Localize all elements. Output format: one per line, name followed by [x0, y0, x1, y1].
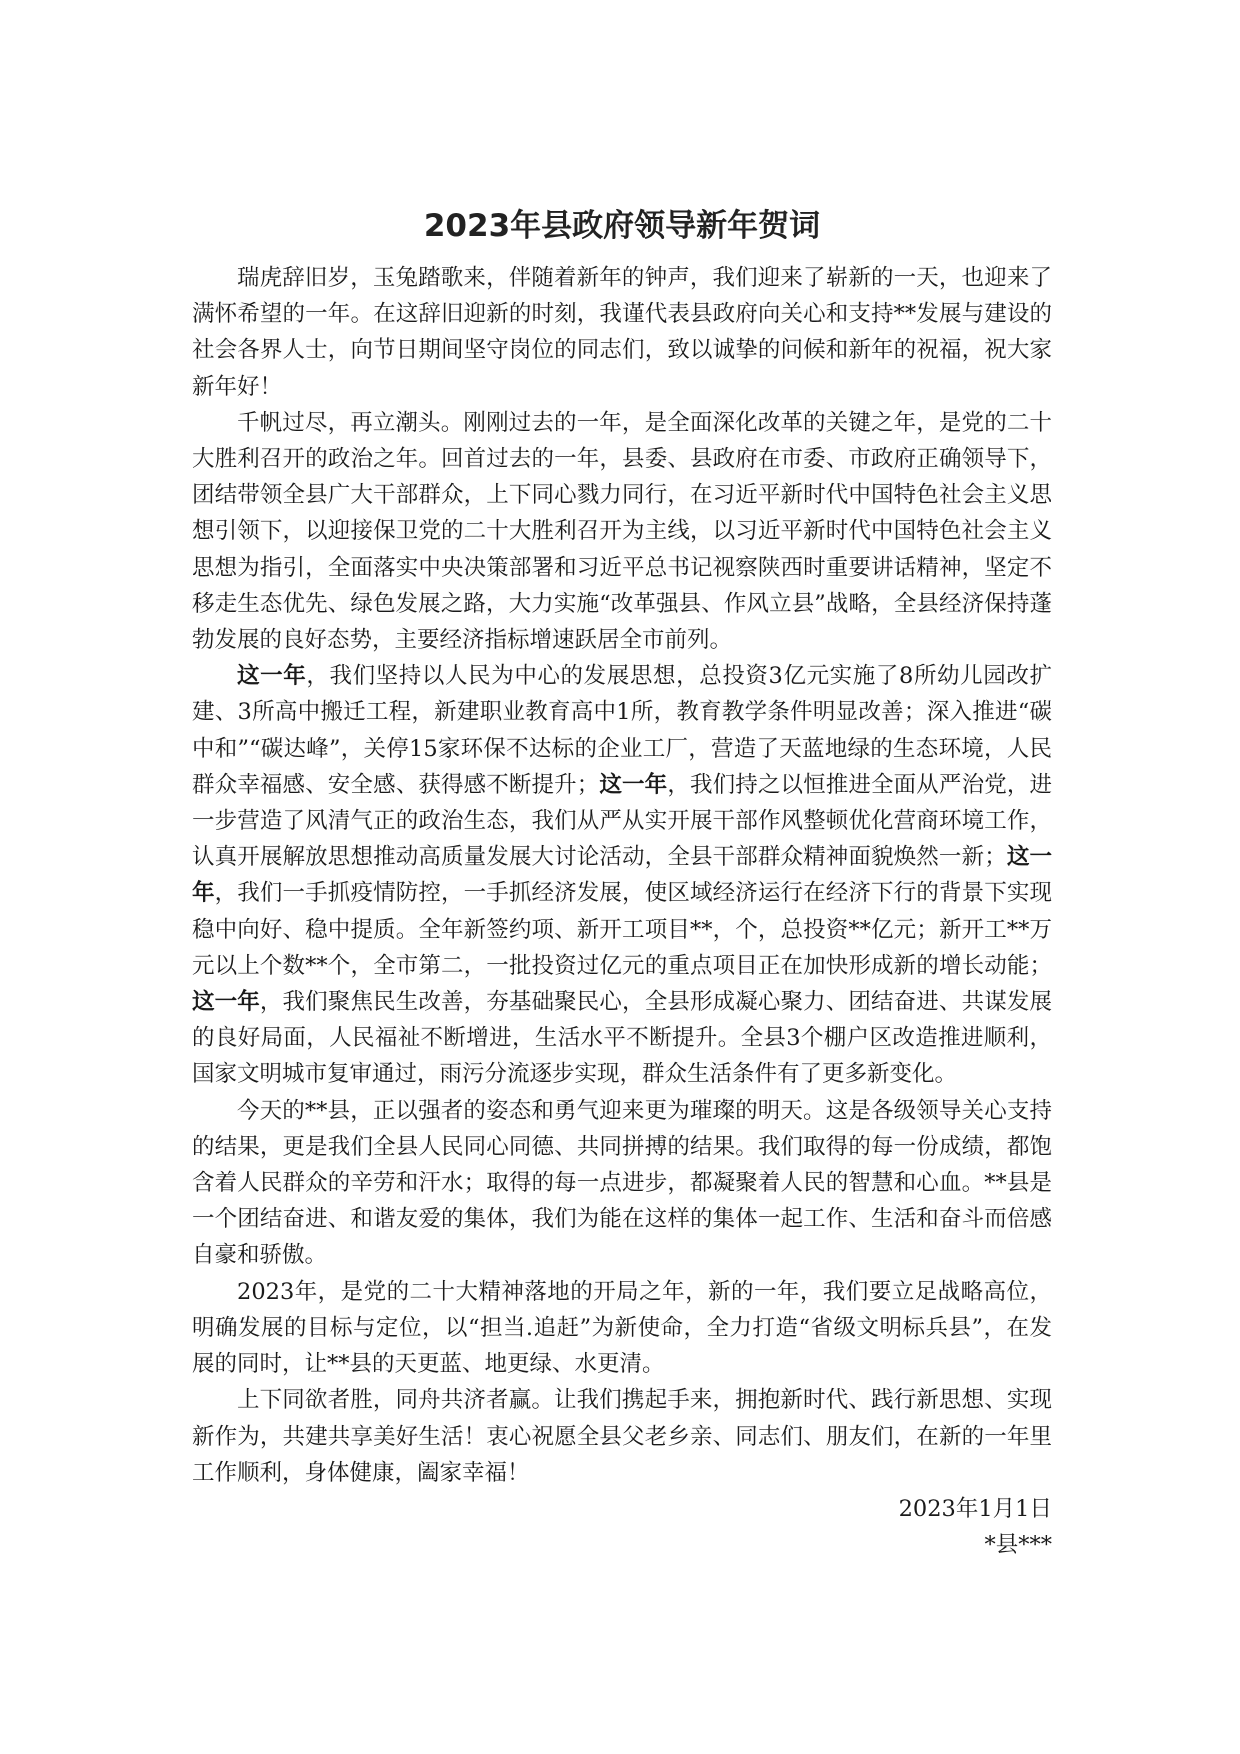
paragraph-text: ，我们一手抓疫情防控，一手抓经济发展，使区域经济运行在经济下行的背景下实现稳中向好、稳中提质。全年新签约项、新开工项目**，个，总投资**亿元；新开工**万元以上个数**个，全市第二，一批投资过亿元的重点项目正在加快形成新的增长动能；: [192, 880, 1052, 979]
paragraph-today: 今天的**县，正以强者的姿态和勇气迎来更为璀璨的明天。这是各级领导关心支持的结果，更是我们全县人民同心同德、共同拼搏的结果。我们取得的每一份成绩，都饱含着人民群众的辛劳和汗水；取得的每一点进步，都凝聚着人民的智慧和心血。**县是一个团结奋进、和谐友爱的集体，我们为能在这样的集体一起工作、生活和奋斗而倍感自豪和骄傲。: [192, 1097, 1052, 1269]
paragraph-text: ，我们聚焦民生改善，夯基础聚民心，全县形成凝心聚力、团结奋进、共谋发展的良好局面，人民福祉不断增进，生活水平不断提升。全县3个棚户区改造推进顺利，国家文明城市复审通过，雨污分流逐步实现，群众生活条件有了更多新变化。: [192, 989, 1052, 1088]
paragraph-wishes: 上下同欲者胜，同舟共济者赢。让我们携起手来，拥抱新时代、践行新思想、实现新作为，共建共享美好生活！衷心祝愿全县父老乡亲、同志们、朋友们，在新的一年里工作顺利，身体健康，阖家幸福！: [192, 1387, 1052, 1486]
document-title: 2023年县政府领导新年贺词: [423, 208, 821, 244]
bold-phrase: 这一年: [599, 771, 668, 798]
document-page: [192, 200, 1052, 1563]
paragraph-achievements: [192, 658, 1052, 1092]
bold-phrase: 这一年: [237, 663, 307, 690]
paragraph-text: ，我们持之以恒推进全面从严治党，进一步营造了风清气正的政治生态，我们从严从实开展干部作风整顿优化营商环境工作，认真开展解放思想推动高质量发展大讨论活动，全县干部群众精神面貌焕然一新；: [192, 771, 1052, 871]
paragraph-outlook: 2023年，是党的二十大精神落地的开局之年，新的一年，我们要立足战略高位，明确发展的目标与定位，以“担当.追赶”为新使命，全力打造“省级文明标兵县”，在发展的同时，让**县的天更蓝、地更绿、水更清。: [192, 1278, 1052, 1378]
bold-phrase: 这一年: [192, 844, 1052, 907]
signature-date: 2023年1月1日: [898, 1495, 1052, 1522]
paragraph-greeting: 瑞虎辞旧岁，玉兔踏歌来，伴随着新年的钟声，我们迎来了崭新的一天，也迎来了满怀希望的一年。在这辞旧迎新的时刻，我谨代表县政府向关心和支持**发展与建设的社会各界人士，向节日期间坚守岗位的同志们，致以诚挚的问候和新年的祝福，祝大家新年好！: [192, 265, 1052, 400]
paragraph-review: 千帆过尽，再立潮头。刚刚过去的一年，是全面深化改革的关键之年，是党的二十大胜利召开的政治之年。回首过去的一年，县委、县政府在市委、市政府正确领导下，团结带领全县广大干部群众，上下同心戮力同行，在习近平新时代中国特色社会主义思想引领下，以迎接保卫党的二十大胜利召开为主线，以习近平新时代中国特色社会主义思想为指引，全面落实中央决策部署和习近平总书记视察陕西时重要讲话精神，坚定不移走生态优先、绿色发展之路，大力实施“改革强县、作风立县”战略，全县经济保持蓬勃发展的良好态势，主要经济指标增速跃居全市前列。: [192, 409, 1052, 654]
signature-name: *县***: [984, 1532, 1052, 1559]
paragraph-text: ，我们坚持以人民为中心的发展思想，总投资3亿元实施了8所幼儿园改扩建、3所高中搬迁工程，新建职业教育高中1所，教育教学条件明显改善；深入推进“碳中和”“碳达峰”，关停15家环保不达标的企业工厂，营造了天蓝地绿的生态环境，人民群众幸福感、安全感、获得感不断提升；: [192, 663, 1052, 798]
bold-phrase: 这一年: [192, 989, 260, 1016]
